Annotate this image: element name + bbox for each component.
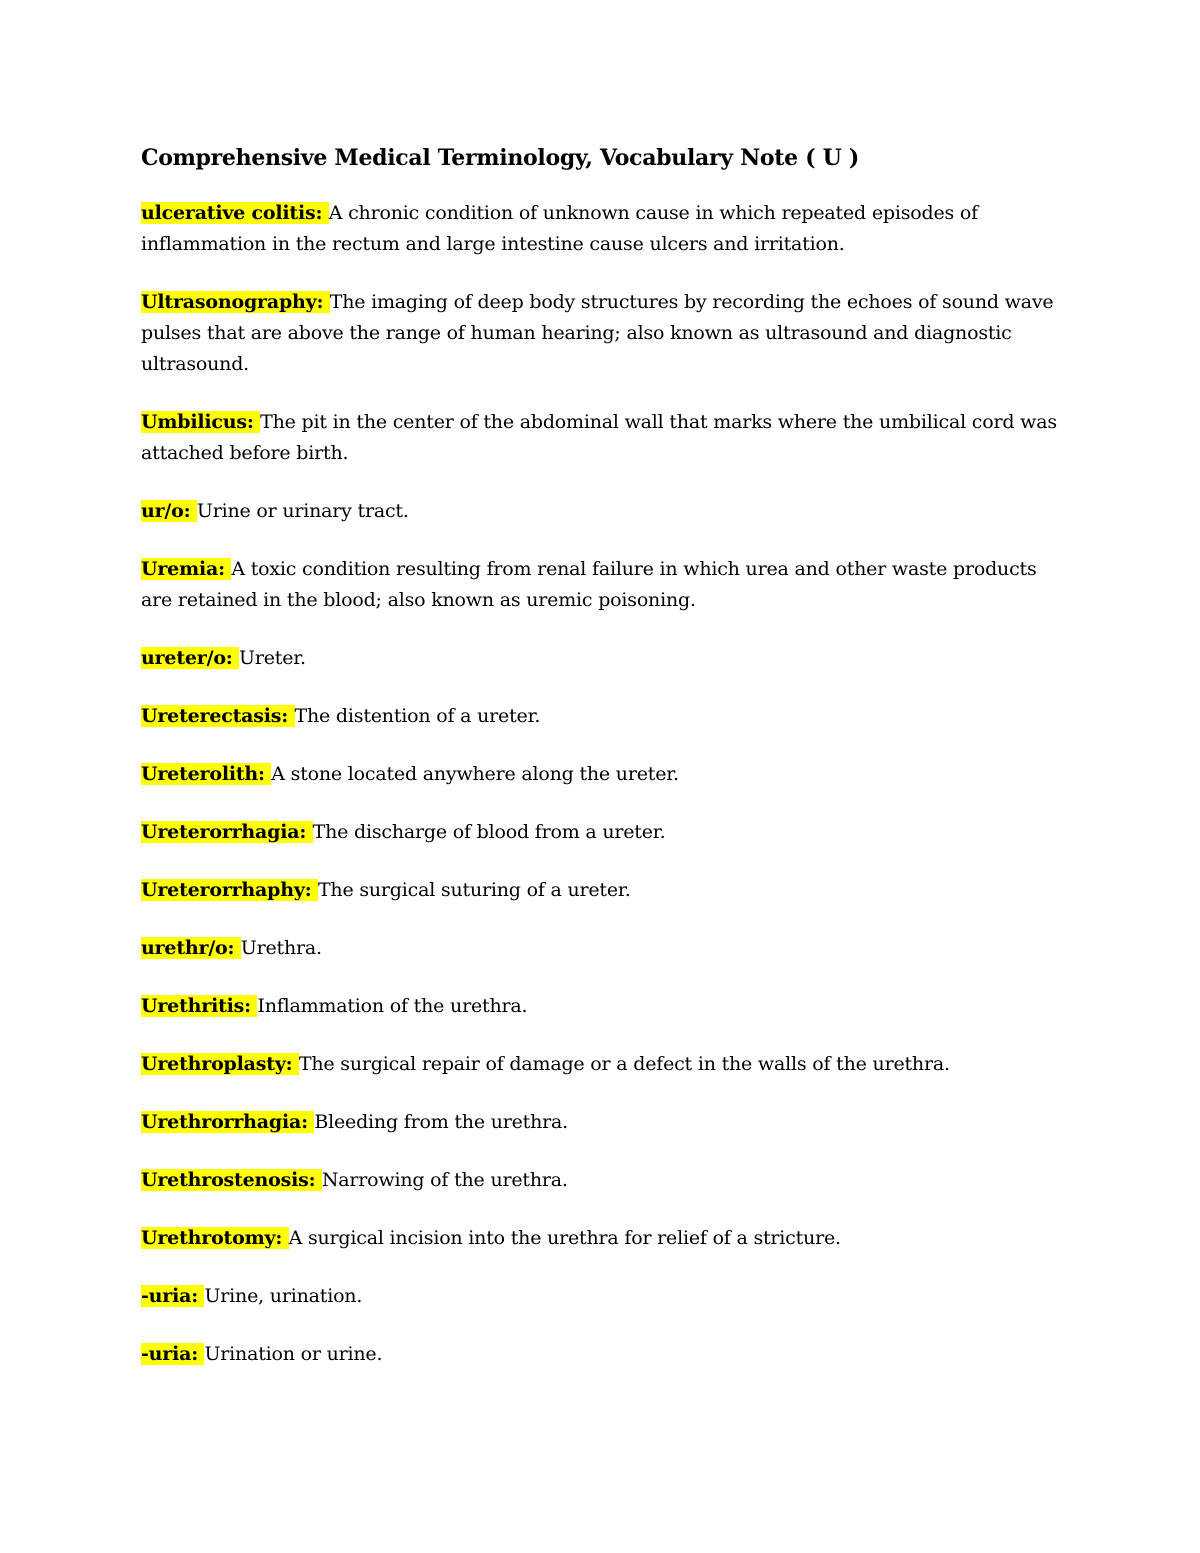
glossary-entry bbox=[141, 933, 1071, 964]
glossary-term: Ureterorrhaphy: bbox=[141, 879, 318, 901]
glossary-entry bbox=[141, 701, 1071, 732]
glossary-term: Urethroplasty: bbox=[141, 1053, 299, 1075]
document-title: Comprehensive Medical Terminology, Vocabulary Note ( U ) bbox=[141, 145, 860, 171]
glossary-definition: Bleeding from the urethra. bbox=[314, 1111, 569, 1133]
glossary-definition: Urine or urinary tract. bbox=[196, 500, 409, 522]
glossary-definition: A toxic condition resulting from renal failure in which urea and other waste products are retained in the blood; also known as uremic poisoning. bbox=[141, 558, 1037, 611]
glossary-entry bbox=[141, 1049, 1071, 1080]
glossary-definition: Inflammation of the urethra. bbox=[257, 995, 528, 1017]
glossary-term: Ureterectasis: bbox=[141, 705, 295, 727]
glossary-definition: A stone located anywhere along the ureter. bbox=[271, 763, 679, 785]
glossary-definition: The discharge of blood from a ureter. bbox=[312, 821, 666, 843]
glossary-term: Urethritis: bbox=[141, 995, 258, 1017]
glossary-entry bbox=[141, 287, 1071, 380]
glossary-definition: The surgical suturing of a ureter. bbox=[317, 879, 631, 901]
glossary-definition: Urethra. bbox=[240, 937, 322, 959]
glossary-term: ur/o: bbox=[141, 500, 197, 522]
glossary-entry bbox=[141, 1107, 1071, 1138]
glossary-entry bbox=[141, 1223, 1071, 1254]
document-body bbox=[141, 140, 1071, 1397]
glossary-term: Ureterolith: bbox=[141, 763, 272, 785]
glossary-definition: A surgical incision into the urethra for relief of a stricture. bbox=[288, 1227, 841, 1249]
glossary-term: -uria: bbox=[141, 1285, 205, 1307]
glossary-term: ulcerative colitis: bbox=[141, 202, 329, 224]
glossary-definition: The imaging of deep body structures by recording the echoes of sound wave pulses that are above the range of human hearing; also known as ultrasound and diagnostic ultrasound. bbox=[141, 291, 1054, 375]
glossary-term: Urethrostenosis: bbox=[141, 1169, 322, 1191]
glossary-entry bbox=[141, 198, 1071, 260]
glossary-entry bbox=[141, 496, 1071, 527]
glossary-entry bbox=[141, 875, 1071, 906]
glossary-definition: The distention of a ureter. bbox=[294, 705, 541, 727]
glossary-term: Uremia: bbox=[141, 558, 232, 580]
glossary-entry bbox=[141, 1165, 1071, 1196]
glossary-definition: Urination or urine. bbox=[204, 1343, 383, 1365]
glossary-definition: Urine, urination. bbox=[204, 1285, 363, 1307]
glossary-definition: The surgical repair of damage or a defect in the walls of the urethra. bbox=[298, 1053, 950, 1075]
glossary-entry bbox=[141, 817, 1071, 848]
glossary-entry bbox=[141, 643, 1071, 674]
glossary-term: ureter/o: bbox=[141, 647, 240, 669]
glossary-definition: Narrowing of the urethra. bbox=[321, 1169, 568, 1191]
glossary-term: Ultrasonography: bbox=[141, 291, 330, 313]
glossary-entry bbox=[141, 759, 1071, 790]
glossary-definition: Ureter. bbox=[239, 647, 306, 669]
glossary-term: Ureterorrhagia: bbox=[141, 821, 313, 843]
glossary-entry bbox=[141, 1281, 1071, 1312]
glossary-term: Umbilicus: bbox=[141, 411, 261, 433]
glossary-term: Urethrorrhagia: bbox=[141, 1111, 315, 1133]
glossary-definition: A chronic condition of unknown cause in which repeated episodes of inflammation in the rectum and large intestine cause ulcers and irritation. bbox=[141, 202, 978, 255]
glossary-entry bbox=[141, 554, 1071, 616]
glossary-entry bbox=[141, 407, 1071, 469]
glossary-entry bbox=[141, 1339, 1071, 1370]
glossary-term: -uria: bbox=[141, 1343, 205, 1365]
glossary-definition: The pit in the center of the abdominal wall that marks where the umbilical cord was attached before birth. bbox=[141, 411, 1057, 464]
glossary-entry bbox=[141, 991, 1071, 1022]
glossary-term: Urethrotomy: bbox=[141, 1227, 289, 1249]
glossary-term: urethr/o: bbox=[141, 937, 241, 959]
